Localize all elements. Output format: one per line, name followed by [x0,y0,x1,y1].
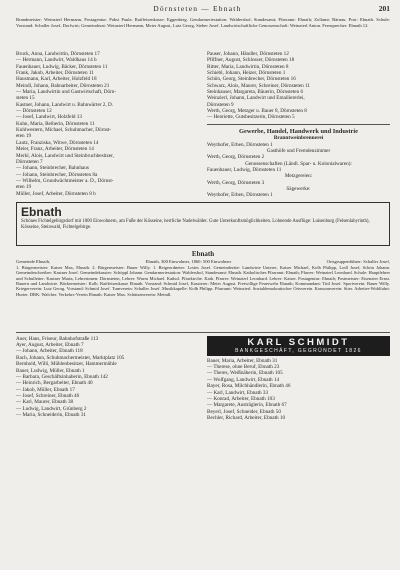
list-item: Bach, Johann, Schuhmachermeister, Marktplatz 105 [16,354,125,361]
list-item: Bauer, Maria, Arbeiter, Ebnath 31 [207,357,278,364]
list-item: Bechler, Richard, Arbeiter, Ebnath 10 [207,414,286,421]
list-item: — Hermann, Landwirt, Waldhaus 14 b [16,57,97,64]
list-item: Werth, Georg, Dörnsteten 3 [207,179,265,186]
list-item: Schiebl, Johann, Heizer, Dörnsteten 1 [207,70,286,77]
lower-right-column [207,336,390,421]
running-head-title: Dörnsteten — Ebnath [153,4,242,13]
category-label: Genossenschaften (Ländl. Spar- u. Kolonialwaren): [245,160,352,167]
municipality-officials: 1. Bürgermeister: Kaiser Max, Ebnath. 2. Bürgermeister: Bauer Willy. 1. Beigeordneter: Lottes Josef. Gemeinderäte: Landwirte Unterer, Kaiser Michael, Kolb Philipp, Lodl Josef, Schön Johann. Gemeindeschreiber: Kastner Josef. Gemeindekassier: Schöppl Johann. Gendarmeriestation: Waldershof, Standesamt: Ebnath. Katholisches Pfarramt: Ebnath; Pfarrer: Weinzierl Leonhard. Schule: Hauptlehrer und Schulleiter: Kastner Maria, Lehrerinnen: Dörnsteten, Lehrer: Wurm Michael. Kathol. Pfarrkirche. Kath. Pfarrer: Weinzierl Leonhard. Lehrer: Kaiser. Postagentur: Ebnath; Postmeister: Eisenzier Ernst. Bauern und Landwirte. Bäckermeister: Kolb. Raiffeisenkasse Ebnath. Vorstand: Schmid Josef, Kassierer: Meier August. Freiwillige Feuerwehr Ebnath; Kommandant: Tittl Josef. Sportverein: Bauer Willy. Kriegerverein: Lutz Georg. Vorstand: Schmid Josef. Turnverein: Schaller Josef. Musikkapelle: Kolb Philipp. Pfarramt: Weinzierl. Sozialdemokratischer Ortsverein. Konsumverein: Stier. Arbeiter-Wohlfahrt: Hurter. DRK: Walcher. Verkehrs-Verein Ebnath: Kaiser Max. Schützenverein: Meindl. [16,264,390,297]
category-label: Gasthöfe und Fremdenzimmer [266,148,331,155]
list-item: — Dörnsteten 12 [16,108,52,115]
list-item: eten 19 [16,184,32,191]
population-info: Ebnath, 300 Einwohner, 1860: 500 Einwohner [145,258,232,264]
list-item: — Wilhelm, Grundwächtmeister a. D., Dörnst- [16,177,114,184]
category-label: Metzgereien: [284,173,313,180]
resident-list-right [207,51,390,199]
advert-name: KARL SCHMIDT [247,336,350,348]
list-item: Auer, Hans, Friseur, Bahnhofstraße 113 [16,335,99,342]
karl-schmidt-advert [207,336,390,356]
municipality-subline [16,259,390,264]
ebnath-advert-box [16,202,390,246]
list-item: Müller, Josef, Arbeiter, Dörnsteten 8 b [16,190,96,197]
section-heading: Gewerbe, Handel, Handwerk und Industrie [239,127,358,135]
divider [16,332,390,333]
resident-list-lower-left [16,336,199,421]
list-item: — Henriette, Gutsbesitzerin, Dörnsteten 5 [207,114,295,121]
advert-text: Schönes Fichtelgebirgsdorf mit 1000 Einwohnern, am Fuße der Kösseine, herrliche Nadelwälder. Gute Unterkunftsmöglichkeiten. Lohnende Ausflüge: Luisenburg (Felsenlabyrinth), Kösseine, Steinwald, Fichtelgebirge. [21,218,370,230]
list-item: Fauenbauer, Ludwig, Dörnsteten 11 [207,167,282,174]
list-item: Schwarz, Alois, Maurer, Schreiner, Dörnsteten 11 [207,82,310,89]
list-item: — Jakob, Müller, Ebnath 17 [16,386,75,393]
list-item: Kastner, Johann, Landwirt u. Bahnwärter 2, D. [16,101,114,108]
list-item: — Karl, Maurer, Ebnath 38 [16,399,74,406]
list-item: Fauenbauer, Ludwig, Bäcker, Dörnsteten 11 [16,63,108,70]
list-item: Bruck, Anna, Landwirtin, Dörnsteten 17 [16,51,100,57]
list-item: Kuhn, Maria, Reiherin, Dörnsteten 11 [16,120,95,127]
page-number: 201 [378,4,390,13]
list-item: Dörnsteten 7 [16,158,43,165]
list-item: Weinzierl, Johann, Landwirt und Emailiererlei, [207,95,305,102]
list-item: Pfiffner, August, Schlosser, Dörnsteten 18 [207,57,295,64]
list-item: Werth, Georg, Metzger u. Bauer 8, Dörnsteten 8 [207,108,307,115]
list-item: — Josef, Landwirt, Holzfeld 13 [16,114,82,121]
list-item: — Theres, Weißnäherin, Ebnath 105 [207,370,283,377]
resident-list-lower-right [207,358,390,421]
section-subheading: Branntweinbrennerei [273,135,324,142]
list-item: — Josef, Schreiner, Ebnath 46 [16,392,80,399]
list-item: Frank, Jakob, Arbeiter, Dörnsteten 11 [16,70,94,77]
intro-paragraph: Brandmeister: Weinzierl Hermann, Postagentur: Pabst Paula. Raiffeisenkasse: Eggenberg. Gendarmeriestation: Waldershof; Standesamt; Pfarramt: Ebnath; Zollamt: Bärnau. Post: Ebnath. Schule: Vorstand: Schaller Josef, Dorfwirt; Gemeinderat: Weinzierl Hermann, Meier August, Lutz Georg, Sieber Josef. Landwirtschaftliche Genossenschaft: Weinzierl Anton. Fernsprecher: Ebnath 12. [16,17,390,28]
list-item: — Maria, Schneiderin, Ebnath 31 [16,411,87,418]
list-item: Schön, Georg, Steinbrecher, Dörnsteten 16 [207,76,296,83]
list-item: Merkl, Alois, Landwirt und Steinbruchbesitzer, [16,152,114,159]
list-item: — Ludwig, Landwirt, Grünberg 2 [16,405,87,412]
list-item: — Karl, Landwirt, Ebnath 33 [207,389,269,396]
list-item: Dörnsteten 9 [207,101,234,108]
group-leader-label: Ortsgruppenführer: Schaller Josef, [326,258,390,264]
list-item: Pauser, Johann, Händler, Dörnsteten 12 [207,51,289,57]
municipality-label: Gemeinde Ebnath, [16,258,51,264]
running-head [16,4,390,16]
divider [207,124,390,125]
advert-title: Ebnath [21,204,62,219]
list-item: — Margarete, Austräglerin, Ebnath 67 [207,402,287,409]
list-item: Kuhlwestern, Michael, Schuhmacher, Dörnst- [16,127,112,134]
list-item: Bernhold, Willi, Mühlenbesitzer, Hammermühle [16,361,117,368]
list-item: Steinhauser, Margareta, Bäuerin, Dörnsteten 6 [207,89,304,96]
category-label: Sägewerke: [286,186,311,193]
upper-columns [16,51,390,199]
list-item: — Johann, Arbeiter, Ebnath 118 [16,348,83,355]
list-item: — Wolfgang, Landwirt, Ebnath 14 [207,376,280,383]
list-item: — Johann, Steinbrecher, Bahnhaus [16,165,89,172]
municipality-heading: Ebnath [191,249,215,258]
list-item: — Johann, Steinbrecher, Dörnsteten 8a [16,171,98,178]
list-item: — Konrad, Arbeiter, Ebnath 103 [207,395,275,402]
list-item: Weythofer, Erben, Dörnsteten 1 [207,141,273,148]
lower-columns [16,336,390,421]
list-item: Meindl, Johann, Bahnarbeiter, Dörnsteten 21 [16,82,110,89]
list-item: — Heinrich, Bergarbeiter, Ebnath 40 [16,380,93,387]
list-item: Hausmann, Karl, Arbeiter, Holzfeld 18 [16,76,97,83]
list-item: Ritter, Maria, Landwirtin, Dörnsteten 8 [207,63,289,70]
advert-tagline: BANKGESCHÄFT, GEGRÜNDET 1826 [235,347,362,354]
resident-list-left [16,51,199,199]
list-item: Beyerl, Josef, Schneider, Ebnath 50 [207,408,281,415]
list-item: Ayer, August, Arbeiter, Ebnath 7 [16,342,84,349]
list-item: Lautz, Franziska, Witwe, Dörnsteten 14 [16,139,99,146]
list-item: Bayer, Rosa, Milchhändlerin, Ebnath 46 [207,383,291,390]
list-item: Bauer, Ludwig, Müller, Ebnath 1 [16,367,85,374]
list-item: Meier, Franz, Arbeiter, Dörnsteten 14 [16,146,94,153]
list-item: eten 19 [16,133,32,140]
list-item: Werth, Georg, Dörnsteten 2 [207,154,265,161]
list-item: — Therese, ohne Beruf, Ebnath 23 [207,364,280,371]
list-item: steten 15 [16,95,35,102]
list-item: — Barbara, Geschäftsinhaberin, Ebnath 142 [16,373,108,380]
list-item: — Maria, Landwirtin und Gastwirtschaft, Dörn- [16,89,117,96]
list-item: Weythofer, Erben, Dörnsteten 1 [207,192,273,199]
